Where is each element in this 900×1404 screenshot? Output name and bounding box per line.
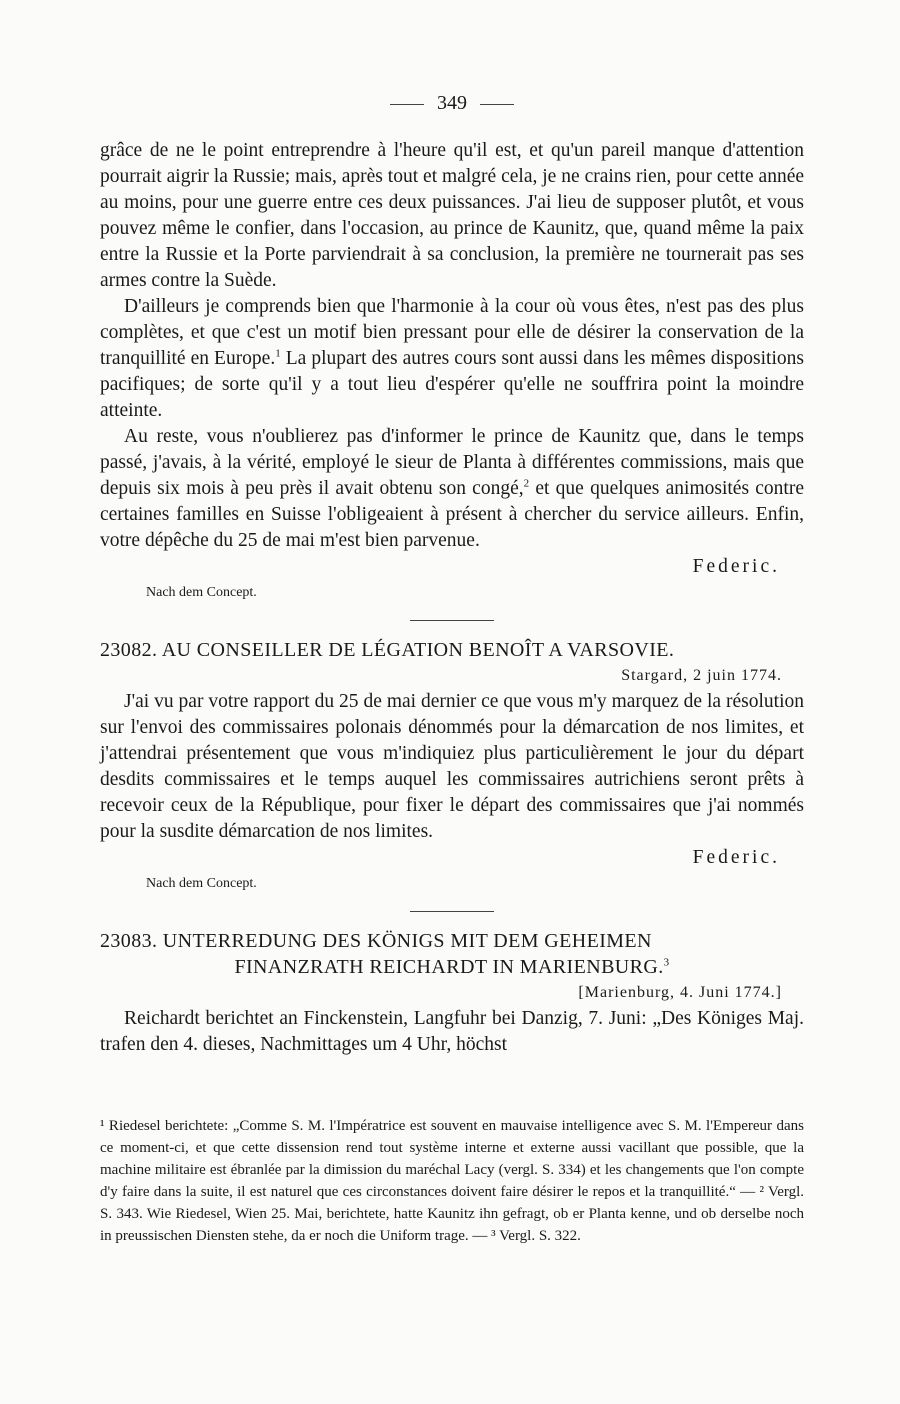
separator-rule xyxy=(410,620,494,621)
signature: Federic. xyxy=(692,556,780,577)
place-date: Stargard, 2 juin 1774. xyxy=(621,667,782,684)
separator-rule xyxy=(410,911,494,912)
intro-paragraph-2 xyxy=(100,294,804,424)
footnote-text: ¹ Riedesel berichtete: „Comme S. M. l'Impératrice est souvent en mauvaise intelligence avec S. M. l'Empereur dans ce moment-ci, et que cette dissension rend tout système interne et externe aussi vacillant que possible, que la machine militaire est ébranlée par la dimission du maréchal Lacy (vergl. S. 334) et les changements que l'on compte d'y faire dans la suite, il est naturel que ces circonstances doivent faire désirer le repos et la tranquillité.“ — ² Vergl. S. 343. Wie Riedesel, Wien 25. Mai, berichtete, hatte Kaunitz ihn gefragt, ob er Planta kenne, und ob derselbe noch in preussischen Diensten stehe, da er noch die Uniform trage. — ³ Vergl. S. 322. xyxy=(100,1118,804,1244)
footnotes xyxy=(100,1115,804,1247)
intro-p3-text-b: et que quelques animosités contre certaines familles en Suisse l'obligeaient à présent à chercher du service ailleurs. Enfin, votre dépêche du 25 de mai m'est bien parvenue. xyxy=(100,478,804,551)
signature: Federic. xyxy=(692,847,780,868)
source-note: Nach dem Concept. xyxy=(146,876,257,891)
header-dash-left xyxy=(390,104,424,105)
intro-paragraph-1: grâce de ne le point entreprendre à l'heure qu'il est, et qu'un pareil manque d'attention pourrait aigrir la Russie; mais, après tout et malgré cela, je ne crains rien, pour cette année au moins, pour une guerre entre ces deux puissances. J'ai lieu de supposer plutôt, et vous pouvez même le confier, dans l'occasion, au prince de Kaunitz, que, quand même la paix entre la Russie et la Porte parviendrait à sa conclusion, la première ne tournerait pas ses armes contre la Suède. xyxy=(100,140,804,291)
title-line-2-text: FINANZRATH REICHARDT IN MARIENBURG. xyxy=(234,956,664,978)
intro-p3-text-a: Au reste, vous n'oublierez pas d'informer le prince de Kaunitz que, dans le temps passé, j'avais, à la vérité, employé le sieur de Planta à différentes commissions, mais que depuis six mois à peu près il avait obtenu son congé, xyxy=(100,426,804,499)
footnote-ref-1: 1 xyxy=(275,347,281,360)
page-number: 349 xyxy=(437,92,467,114)
footnote-ref-3: 3 xyxy=(663,956,670,969)
page-header xyxy=(100,92,804,115)
letter-text: Reichardt berichtet an Finckenstein, Langfuhr bei Danzig, 7. Juni: „Des Königes Maj. trafen den 4. dieses, Nachmittages um 4 Uhr, höchst xyxy=(100,1008,804,1055)
letter-title: 23083. UNTERREDUNG DES KÖNIGS MIT DEM GEHEIMEN xyxy=(100,930,652,952)
footnote-ref-2: 2 xyxy=(523,477,530,490)
intro-paragraph-3 xyxy=(100,424,804,554)
place-date: [Marienburg, 4. Juni 1774.] xyxy=(578,984,782,1001)
source-note: Nach dem Concept. xyxy=(146,585,257,600)
intro-p2-text-a: D'ailleurs je comprends bien que l'harmonie à la cour où vous êtes, n'est pas des plus complètes, et que c'est un motif bien pressant pour elle de désirer la conservation de la tranquillité en Europe. xyxy=(100,296,804,369)
letter-title: 23082. AU CONSEILLER DE LÉGATION BENOÎT A VARSOVIE. xyxy=(100,639,675,661)
header-dash-right xyxy=(480,104,514,105)
letter-title-line-2 xyxy=(100,954,804,980)
letter-text: J'ai vu par votre rapport du 25 de mai dernier ce que vous m'y marquez de la résolution sur l'envoi des commissaires polonais dénommés pour la démarcation de nos limites, et j'attendrai présentement que vous m'indiquiez plus particulièrement le jour du départ desdits commissaires et le temps auquel les commissaires autrichiens seront prêts à recevoir ceux de la République, pour fixer le départ des commissaires que j'ai nommés pour la susdite démarcation de nos limites. xyxy=(100,691,804,842)
intro-p2-text-b: La plupart des autres cours sont aussi dans les mêmes dispositions pacifiques; de sorte qu'il y a tout lieu d'espérer qu'elle ne souffrira point la moindre atteinte. xyxy=(100,348,804,421)
main-text xyxy=(100,138,804,1058)
